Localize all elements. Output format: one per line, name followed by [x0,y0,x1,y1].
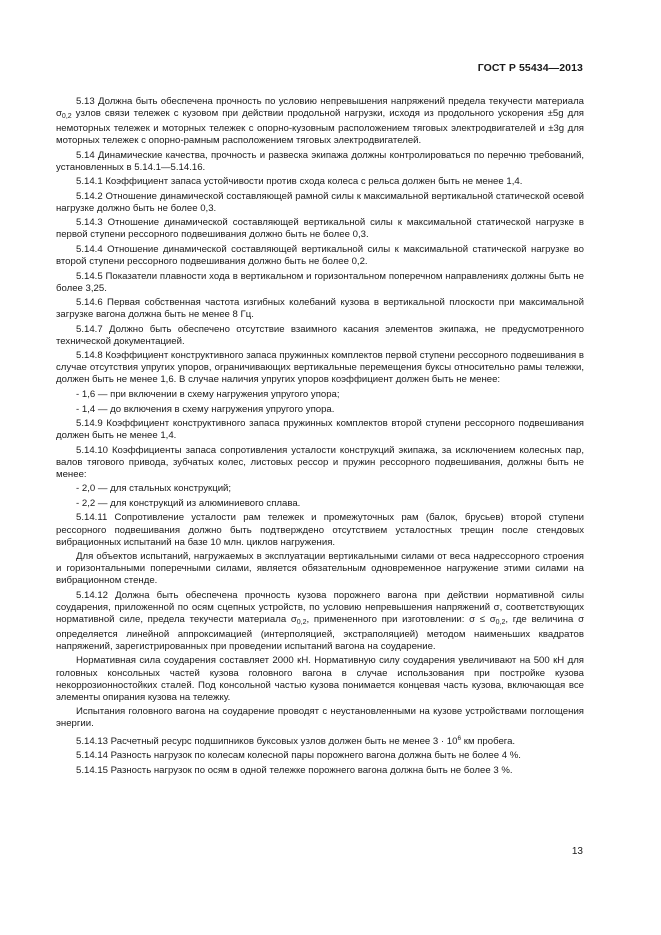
paragraph [56,217,584,241]
text-run: Нормативная сила соударения составляет 2000 кН. Нормативную силу соударения увеличивают на 500 кН для головных консольных частей кузова головного вагона в случае использования при постройке кузова некоррозионностойких сталей. Под консольной частью кузова понимается концевая часть кузова, включающая все элементы опирания кузова на тележку. [56,655,584,703]
text-run: 5.14.1 Коэффициент запаса устойчивости против схода колеса с рельса должен быть не менее 1,4. [76,176,523,188]
list-item [56,404,584,416]
paragraph [56,750,584,762]
text-run: 5.14.9 Коэффициент конструктивного запаса пружинных комплектов второй ступени рессорного подвешивания должен быть не менее 1,4. [56,418,584,442]
text-run: 5.14.14 Разность нагрузок по колесам колесной пары порожнего вагона должна быть не более 4 %. [76,750,521,762]
text-run: 5.14.13 Расчетный ресурс подшипников буксовых узлов должен быть не менее 3 · 10 [76,735,458,747]
paragraph [56,551,584,587]
paragraph [56,655,584,703]
paragraph [56,271,584,295]
text-run: - 1,4 — до включения в схему нагружения упругого упора. [76,403,335,415]
paragraph [56,418,584,442]
text-run: узлов связи тележек с кузовом при действии продольной нагрузки, исходя из продольного ускорения ±5g для немоторных тележек и моторных тележек с опорно-кузовным расположением тяговых электродвигателей и ±3g для моторных тележек с опорно-рамным расположением тяговых электродвигателей. [56,108,584,147]
paragraph [56,96,584,147]
text-run: 5.14.12 Должна быть обеспечена прочность кузова порожнего вагона при действии нормативной силы соударения, приложенной по осям сцепных устройств, по условию непревышения напряжений σ, соответствующих нормативной силе, предела текучести материала σ [56,589,584,625]
text-run: , примененного при изготовлении: σ ≤ σ [306,613,496,625]
paragraph [56,176,584,188]
text-run: 5.14.6 Первая собственная частота изгибных колебаний кузова в вертикальной плоскости при максимальной загрузке вагона должна быть не менее 8 Гц. [56,297,584,321]
paragraph [56,244,584,268]
text-run: 5.13 Должна быть обеспечена прочность по условию непревышения напряжений предела текучести материала σ [56,96,584,120]
subscript: 0,2 [495,618,506,626]
text-run: 5.14.5 Показатели плавности хода в вертикальном и горизонтальном поперечном направлениях должны быть не более 3,25. [56,270,584,294]
page-number: 13 [571,846,583,857]
text-run: 5.14.10 Коэффициенты запаса сопротивления усталости конструкций экипажа, за исключением колесных пар, валов тягового привода, зубчатых колес, листовых рессор и пружин рессорного подвешивания, должны быть не менее: [56,444,584,480]
document-body [56,96,584,779]
paragraph [56,324,584,348]
text-run: Для объектов испытаний, нагружаемых в эксплуатации вертикальными силами от веса надрессорного строения и горизонтальными поперечными силами, является обязательным одновременное нагружение этими силами на вибрационном стенде. [56,551,584,587]
paragraph [56,350,584,386]
text-run: 5.14 Динамические качества, прочность и развеска экипажа должны контролироваться по перечню требований, установленных в 5.14.1—5.14.16. [56,149,584,173]
text-run: Испытания головного вагона на соударение проводят с неустановленными на кузове устройствами поглощения энергии. [56,706,584,730]
text-run: км пробега. [461,735,516,747]
standard-id: ГОСТ Р 55434—2013 [477,62,583,74]
text-run: 5.14.4 Отношение динамической составляющей вертикальной силы к максимальной статической нагрузке во второй ступени рессорного подвешивания должно быть не более 0,2. [56,244,584,268]
subscript: 0,2 [61,113,72,121]
text-run: 5.14.3 Отношение динамической составляющей вертикальной силы к максимальной статической нагрузке в первой ступени рессорного подвешивания должно быть не более 0,3. [56,217,584,241]
paragraph [56,297,584,321]
text-run: 5.14.7 Должно быть обеспечено отсутствие взаимного касания элементов экипажа, не предусмотренного технической документацией. [56,323,584,347]
text-run: - 2,0 — для стальных конструкций; [76,483,232,495]
paragraph [56,445,584,481]
list-item [56,498,584,510]
paragraph [56,733,584,748]
superscript: 6 [457,734,462,742]
paragraph [56,150,584,174]
subscript: 0,2 [296,618,307,626]
text-run: - 1,6 — при включении в схему нагружения упругого упора; [76,389,340,401]
text-run: 5.14.8 Коэффициент конструктивного запаса пружинных комплектов первой ступени рессорного подвешивания в случае отсутствия упругих упоров, ограничивающих вертикальные перемещения буксы относительно рамы тележки, должен быть не менее 1,6. В случае наличия упругих упоров коэффициент должен быть не менее: [56,350,584,386]
paragraph [56,706,584,730]
text-run: , где величина σ определяется линейной аппроксимацией (интерполяцией, экстраполяцией) методом наименьших квадратов напряжений, зарегистрированных при проведении испытаний вагона на соударение. [56,613,585,652]
paragraph [56,191,584,215]
paragraph [56,512,584,548]
text-run: 5.14.15 Разность нагрузок по осям в одной тележке порожнего вагона должна быть не более 3 %. [76,764,513,776]
list-item [56,483,584,495]
paragraph [56,590,584,653]
paragraph [56,765,584,777]
text-run: - 2,2 — для конструкций из алюминиевого сплава. [76,497,301,509]
list-item [56,389,584,401]
text-run: 5.14.2 Отношение динамической составляющей рамной силы к максимальной вертикальной статической осевой нагрузке должно быть не более 0,3. [56,190,584,214]
text-run: 5.14.11 Сопротивление усталости рам тележек и промежуточных рам (балок, брусьев) второй ступени рессорного подвешивания должно быть подтверждено отсутствием усталостных трещин после стендовых вибрационных испытаний на базе 10 млн. циклов нагружения. [56,512,584,548]
